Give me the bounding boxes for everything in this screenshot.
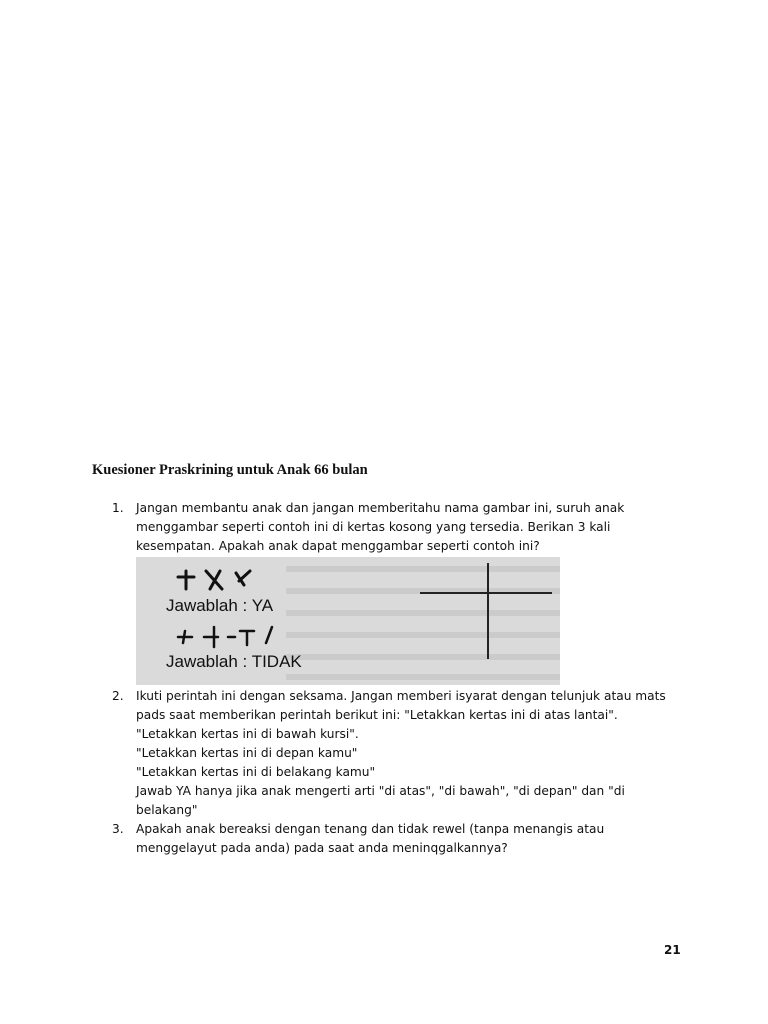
page-title: Kuesioner Praskrining untuk Anak 66 bulan — [92, 462, 368, 478]
answer-yes-label: Jawablah : YA — [166, 596, 274, 615]
question-list — [92, 499, 692, 858]
question-text-line: Jawab YA hanya jika anak mengerti arti "di atas", "di bawah", "di depan" dan "di — [136, 784, 625, 798]
question-text-line: kesempatan. Apakah anak dapat menggambar seperti contoh ini? — [136, 539, 540, 553]
answer-no-label: Jawablah : TIDAK — [166, 652, 302, 671]
question-text-line: pads saat memberikan perintah berikut ini: "Letakkan kertas ini di atas lantai". — [136, 708, 618, 722]
question-text-line: "Letakkan kertas ini di belakang kamu" — [136, 765, 376, 779]
question-item-3 — [92, 820, 692, 858]
question-text-line: "Letakkan kertas ini di bawah kursi". — [136, 727, 359, 741]
question-text-line: belakang" — [136, 803, 198, 817]
question-text-line: Jangan membantu anak dan jangan memberitahu nama gambar ini, suruh anak — [136, 501, 625, 515]
question-text-line: "Letakkan kertas ini di depan kamu" — [136, 746, 358, 760]
question-number: 3. — [112, 822, 124, 836]
question-number: 2. — [112, 689, 124, 703]
question-item-1 — [92, 499, 692, 685]
question-number: 1. — [112, 501, 124, 515]
question-text-line: Apakah anak bereaksi dengan tenang dan tidak rewel (tanpa menangis atau — [136, 822, 605, 836]
drawing-example-figure — [136, 557, 560, 685]
question-text-line: Ikuti perintah ini dengan seksama. Jangan memberi isyarat dengan telunjuk atau mats — [136, 689, 666, 703]
page-number: 21 — [664, 943, 681, 957]
question-item-2 — [92, 687, 692, 820]
question-text-line: menggambar seperti contoh ini di kertas kosong yang tersedia. Berikan 3 kali — [136, 520, 611, 534]
question-text-line: menggelayut pada anda) pada saat anda meninqgalkannya? — [136, 841, 508, 855]
